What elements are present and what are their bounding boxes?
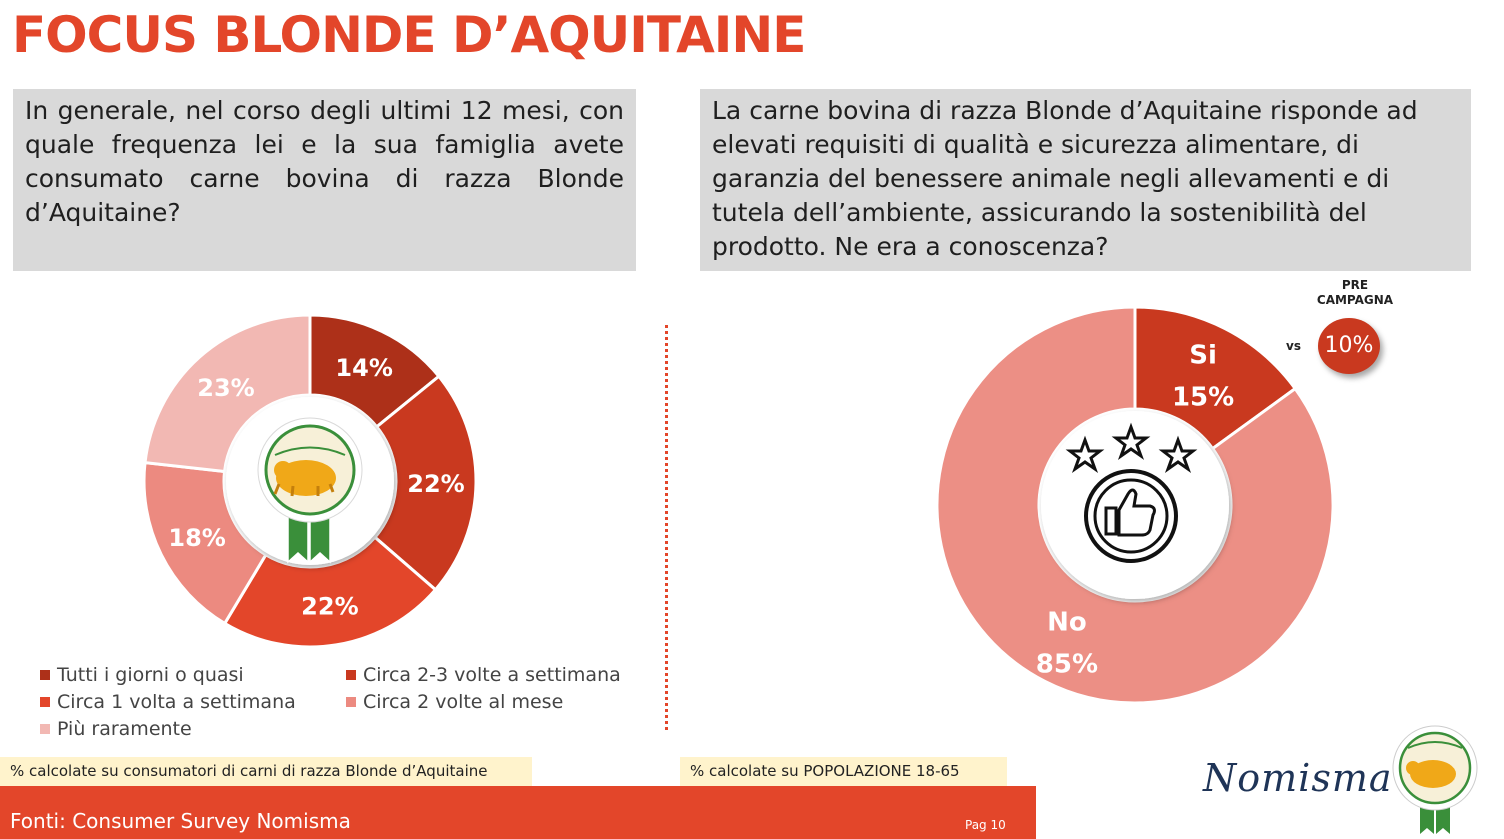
- legend-swatch: [40, 724, 50, 734]
- pre-campaign-label: [1300, 278, 1410, 308]
- page-number: Pag 10: [965, 818, 1006, 832]
- legend-item: [40, 718, 192, 740]
- legend-label: Più raramente: [57, 718, 192, 740]
- legend-label: Circa 2 volte al mese: [363, 691, 564, 713]
- legend-swatch: [40, 697, 50, 707]
- legend-swatch: [40, 670, 50, 680]
- slice-value-label: 22%: [407, 469, 465, 498]
- pre-campaign-value-badge: 10%: [1318, 318, 1380, 374]
- question-right: La carne bovina di razza Blonde d’Aquitaine risponde ad elevati requisiti di qualità e sicurezza alimentare, di garanzia del benessere animale negli allevamenti e di tutela dell’ambiente, assicurando la sostenibilità del prodotto. Ne era a conoscenza?: [700, 89, 1471, 271]
- page-title: FOCUS BLONDE D’AQUITAINE: [12, 6, 806, 64]
- slice-category-label: Si: [1189, 340, 1217, 371]
- slice-value-label: 23%: [197, 374, 255, 403]
- vs-label: vs: [1286, 339, 1301, 353]
- slice-category-label: No: [1047, 607, 1087, 638]
- slice-value-label: 85%: [1035, 649, 1099, 680]
- question-left: In generale, nel corso degli ultimi 12 mesi, con quale frequenza lei e la sua famiglia avete consumato carne bovina di razza Blonde d’Aquitaine?: [13, 89, 636, 271]
- legend-item: [346, 664, 621, 686]
- legend-label: Tutti i giorni o quasi: [57, 664, 244, 686]
- legend-swatch: [346, 697, 356, 707]
- note-right: % calcolate su POPOLAZIONE 18-65: [680, 757, 1007, 786]
- legend-item: [40, 691, 296, 713]
- footer-source: Fonti: Consumer Survey Nomisma: [10, 809, 351, 833]
- legend-label: Circa 2-3 volte a settimana: [363, 664, 621, 686]
- pre-campaign-line2: CAMPAGNA: [1316, 293, 1394, 307]
- slice-value-label: 15%: [1171, 382, 1235, 413]
- legend-item: [346, 691, 563, 713]
- slice-value-label: 18%: [168, 523, 226, 552]
- nomisma-logo: Nomisma: [1203, 756, 1393, 800]
- pre-campaign-line1: PRE: [1341, 278, 1369, 292]
- footer-bar: [0, 786, 1036, 839]
- slice-value-label: 14%: [335, 354, 393, 383]
- legend-item: [40, 664, 244, 686]
- note-left: % calcolate su consumatori di carni di razza Blonde d’Aquitaine: [0, 757, 532, 786]
- legend-swatch: [346, 670, 356, 680]
- legend-label: Circa 1 volta a settimana: [57, 691, 296, 713]
- slice-value-label: 22%: [301, 592, 359, 621]
